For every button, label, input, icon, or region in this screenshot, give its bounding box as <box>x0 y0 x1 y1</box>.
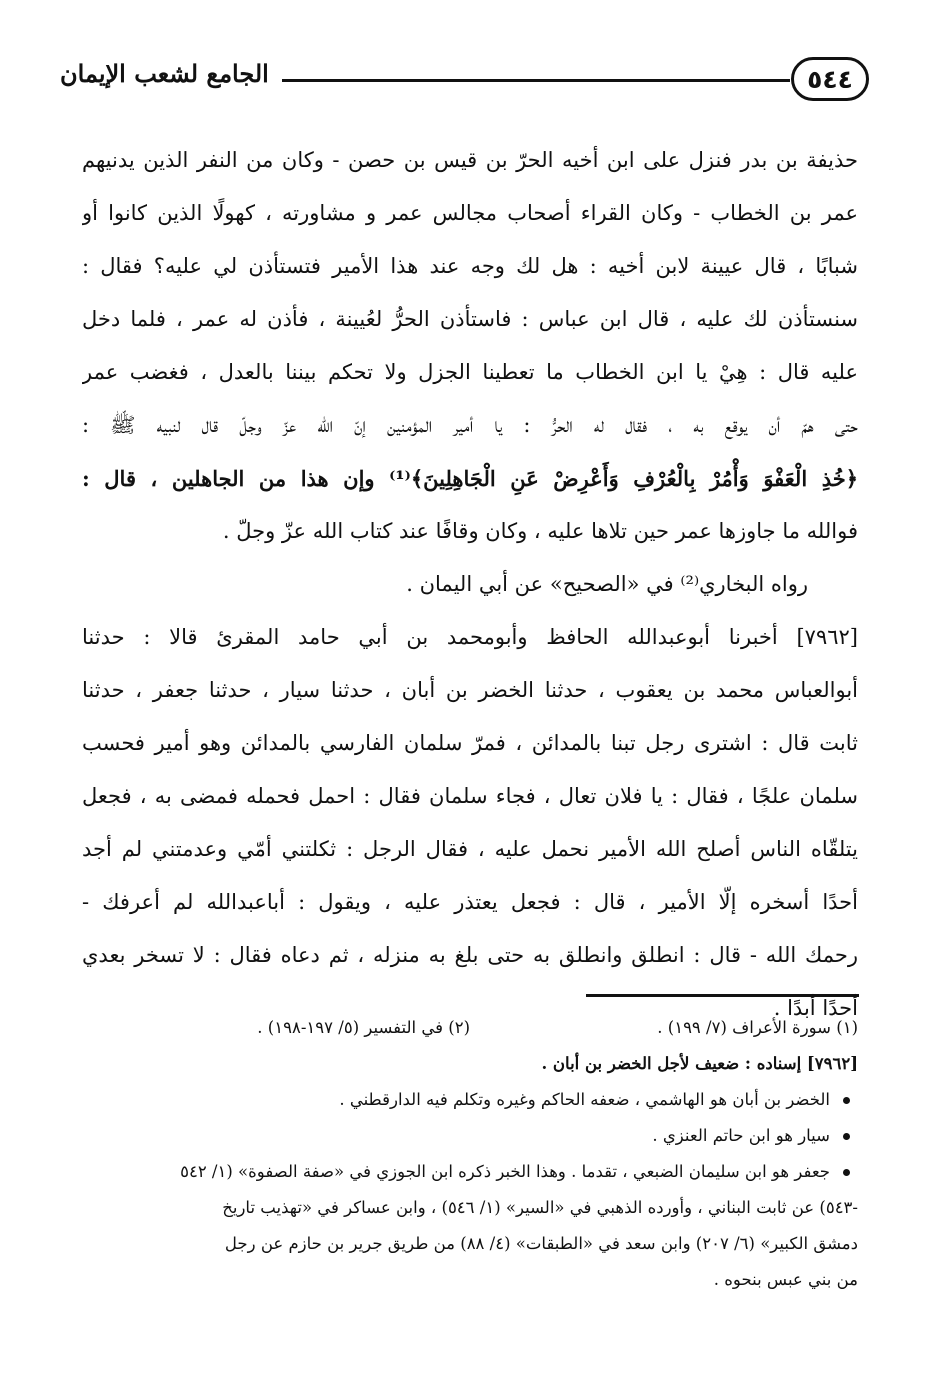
text-line: عمر بن الخطاب - وكان القراء أصحاب مجالس عمر و مشاورته ، كهولًا الذين كانوا أو <box>82 201 858 225</box>
header-rule <box>282 79 790 82</box>
bullet-item <box>82 1154 858 1190</box>
footnote-row <box>82 1010 858 1046</box>
text-line: أحدًا أبدًا . <box>773 996 858 1020</box>
bullet-continuation: -٥٤٣) عن ثابت البناني ، وأورده الذهبي في «السير» (١/ ٥٤٦) ، وابن عساكر في «تهذيب تاريخ <box>222 1198 858 1217</box>
page-number: ٥٤٤ <box>791 57 869 101</box>
bullet-item <box>82 1118 858 1154</box>
bullet-continuation: من بني عبس بنحوه . <box>713 1270 858 1289</box>
book-title: الجامع لشعب الإيمان <box>60 59 269 88</box>
narration-attribution: رواه البخاري⁽²⁾ في «الصحيح» عن أبي اليمان . <box>406 572 808 596</box>
footnotes <box>82 1010 858 1298</box>
footnote-1: (١) سورة الأعراف (٧/ ١٩٩) . <box>657 1018 858 1037</box>
text-line: ثابت قال : اشترى رجل تبنا بالمدائن ، فمرّ سلمان الفارسي بالمدائن وهو أمير فحسب <box>82 731 858 755</box>
bullet-continuation: دمشق الكبير» (٦/ ٢٠٧) وابن سعد في «الطبقات» (٤/ ٨٨) من طريق جرير بن حازم عن رجل <box>224 1234 858 1253</box>
isnad-note: [٧٩٦٢] إسناده : ضعيف لأجل الخضر بن أبان . <box>541 1054 858 1073</box>
bullet-item <box>82 1082 858 1118</box>
text-line: أحدًا أسخره إلّا الأمير ، قال : فجعل يعتذر عليه ، ويقول : أباعبدالله لم أعرفك - <box>82 890 858 914</box>
bullet-icon <box>843 1169 850 1176</box>
bullet-text: سيار هو ابن حاتم العنزي . <box>652 1126 830 1145</box>
text-line: رحمك الله - قال : انطلق وانطلق به حتى بلغ به منزله ، ثم دعاه فقال : لا تسخر بعدي <box>82 943 858 967</box>
text-line: حذيفة بن بدر فنزل على ابن أخيه الحرّ بن قيس بن حصن - وكان من النفر الذين يدنيهم <box>82 148 858 172</box>
bullet-icon <box>843 1133 850 1140</box>
text-line: فوالله ما جاوزها عمر حين تلاها عليه ، وكان وقافًا عند كتاب الله عزّ وجلّ . <box>222 519 858 543</box>
footnote-separator <box>586 994 859 997</box>
text-line: سنستأذن لك عليه ، قال ابن عباس : فاستأذن الحرُّ لعُيينة ، فأذن له عمر ، فلما دخل <box>82 307 858 331</box>
text-line: حتى همّ أن يوقع به ، فقال له الحرُّ : يا أمير المؤمنين إنّ الله عزّ وجلّ قال لنبيه ﷺ : <box>82 413 858 437</box>
hadith-record-start: [٧٩٦٢] أخبرنا أبوعبدالله الحافظ وأبومحمد بن أبي حامد المقرئ قالا : حدثنا <box>82 625 858 649</box>
main-text <box>82 134 858 1035</box>
text-line: أبوالعباس محمد بن يعقوب ، حدثنا الخضر بن أبان ، حدثنا سيار ، حدثنا جعفر ، حدثنا <box>82 678 858 702</box>
quran-verse-line: ﴿خُذِ الْعَفْوَ وَأْمُرْ بِالْعُرْفِ وَأَعْرِضْ عَنِ الْجَاهِلِينَ﴾⁽¹⁾ وإن هذا من الجاهلين ، قال : <box>82 466 858 491</box>
bullet-icon <box>843 1097 850 1104</box>
text-line: عليه قال : هِيْ يا ابن الخطاب ما تعطينا الجزل ولا تحكم بيننا بالعدل ، فغضب عمر <box>82 360 858 384</box>
bullet-text: جعفر هو ابن سليمان الضبعي ، تقدما . وهذا الخبر ذكره ابن الجوزي في «صفة الصفوة» (١/ ٥٤٢ <box>180 1162 830 1181</box>
text-line: يتلقّاه الناس أصلح الله الأمير نحمل عليه ، فقال الرجل : ثكلتني أمّي وعدمتني لم أجد <box>82 837 858 861</box>
footnote-2: (٢) في التفسير (٥/ ١٩٧-١٩٨) . <box>257 1018 470 1037</box>
text-line: شبابًا ، قال عيينة لابن أخيه : هل لك وجه عند هذا الأمير فتستأذن لي عليه؟ فقال : <box>82 254 858 278</box>
page-header <box>60 55 875 105</box>
text-line: سلمان علجًا ، فقال : يا فلان تعال ، فجاء سلمان فقال : احمل فحمله فمضى به ، فجعل <box>82 784 858 808</box>
bullet-text: الخضر بن أبان هو الهاشمي ، ضعفه الحاكم وغيره وتكلم فيه الدارقطني . <box>339 1090 830 1109</box>
